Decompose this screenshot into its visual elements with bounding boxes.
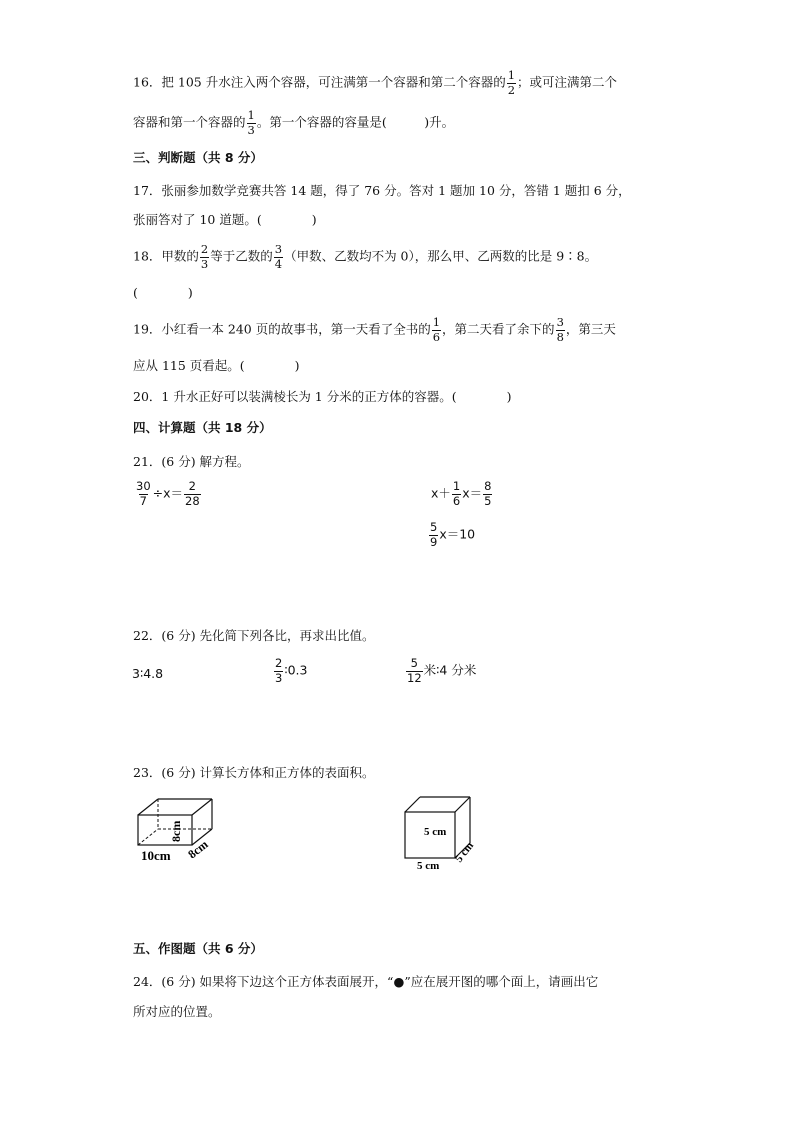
- q24-line1: 24．(6 分) 如果将下边这个正方体表面展开，“●”应在展开图的哪个面上，请画出它: [133, 974, 599, 989]
- q21-equation-1: $\frac{30}{7}$ ÷x＝ $\frac{2}{28}$: [136, 479, 200, 508]
- q17-line2: 张丽答对了 10 道题。( ): [133, 212, 317, 227]
- fraction: $\frac{1}{2}$: [507, 68, 516, 97]
- q24-line2: 所对应的位置。: [133, 1004, 221, 1019]
- q20-text: 20．1 升水正好可以装满棱长为 1 分米的正方体的容器。( ): [133, 389, 512, 404]
- q17-line1: 17．张丽参加数学竞赛共答 14 题，得了 76 分。答对 1 题加 10 分，答错 1 题扣 6 分，: [133, 183, 631, 198]
- q22-ratio-2: $\frac{2}{3}$ ∶0.3: [275, 656, 308, 685]
- cube-bottom-label: 5 cm: [417, 860, 440, 872]
- section-4-heading: 四、计算题（共 18 分）: [133, 420, 272, 435]
- fraction: $\frac{3}{8}$: [556, 315, 564, 344]
- q16-line2: 容器和第一个容器的 $\frac{1}{3}$ 。第一个容器的容量是( )升。: [133, 108, 455, 137]
- q21-equation-2: x＋ $\frac{1}{6}$ x＝ $\frac{8}{5}$: [431, 479, 492, 508]
- fraction: $\frac{5}{9}$: [430, 520, 438, 549]
- q22-ratio-3: $\frac{5}{12}$ 米∶4 分米: [407, 656, 477, 685]
- fraction: $\frac{30}{7}$: [136, 479, 151, 508]
- cube-side-label: 5 cm: [452, 839, 477, 865]
- cuboid-figure: [130, 793, 230, 868]
- q21-equation-3: $\frac{5}{9}$ x＝10: [430, 520, 476, 549]
- cuboid-height-label: 8cm: [169, 820, 183, 842]
- section-5-heading: 五、作图题（共 6 分）: [133, 941, 263, 956]
- fraction: $\frac{2}{28}$: [185, 479, 200, 508]
- fraction: $\frac{5}{12}$: [407, 656, 422, 685]
- fraction: $\frac{8}{5}$: [484, 479, 492, 508]
- cube-figure: [398, 790, 488, 872]
- section-3-heading: 三、判断题（共 8 分）: [133, 150, 263, 165]
- fraction: $\frac{1}{3}$: [247, 108, 255, 137]
- q22-title: 22．(6 分) 先化简下列各比，再求出比值。: [133, 628, 375, 643]
- cuboid-width-label: 8cm: [185, 837, 211, 862]
- q18-line2: ( ): [133, 285, 193, 300]
- cube-front-label: 5 cm: [424, 826, 447, 838]
- cuboid-length-label: 10cm: [141, 848, 171, 863]
- q16-line1: 16．把 105 升水注入两个容器，可注满第一个容器和第二个容器的 $\frac{1}{2}$ ；或可注满第二个: [133, 68, 618, 97]
- q18-line1: 18．甲数的 $\frac{2}{3}$ 等于乙数的 $\frac{3}{4}$ （甲数、乙数均不为 0），那么甲、乙两数的比是 9∶8。: [133, 242, 598, 271]
- q23-title: 23．(6 分) 计算长方体和正方体的表面积。: [133, 765, 375, 780]
- fraction: $\frac{2}{3}$: [200, 242, 209, 271]
- q19-line1: 19．小红看一本 240 页的故事书，第一天看了全书的 $\frac{1}{6}$ ，第二天看了余下的 $\frac{3}{8}$ ，第三天: [133, 315, 616, 344]
- fraction: $\frac{1}{6}$: [432, 315, 441, 344]
- fraction: $\frac{3}{4}$: [274, 242, 283, 271]
- q19-line2: 应从 115 页看起。( ): [133, 358, 300, 373]
- q22-ratio-1: 3∶4.8: [132, 666, 164, 681]
- fraction: $\frac{2}{3}$: [275, 656, 283, 685]
- q21-title: 21．(6 分) 解方程。: [133, 454, 250, 469]
- fraction: $\frac{1}{6}$: [452, 479, 461, 508]
